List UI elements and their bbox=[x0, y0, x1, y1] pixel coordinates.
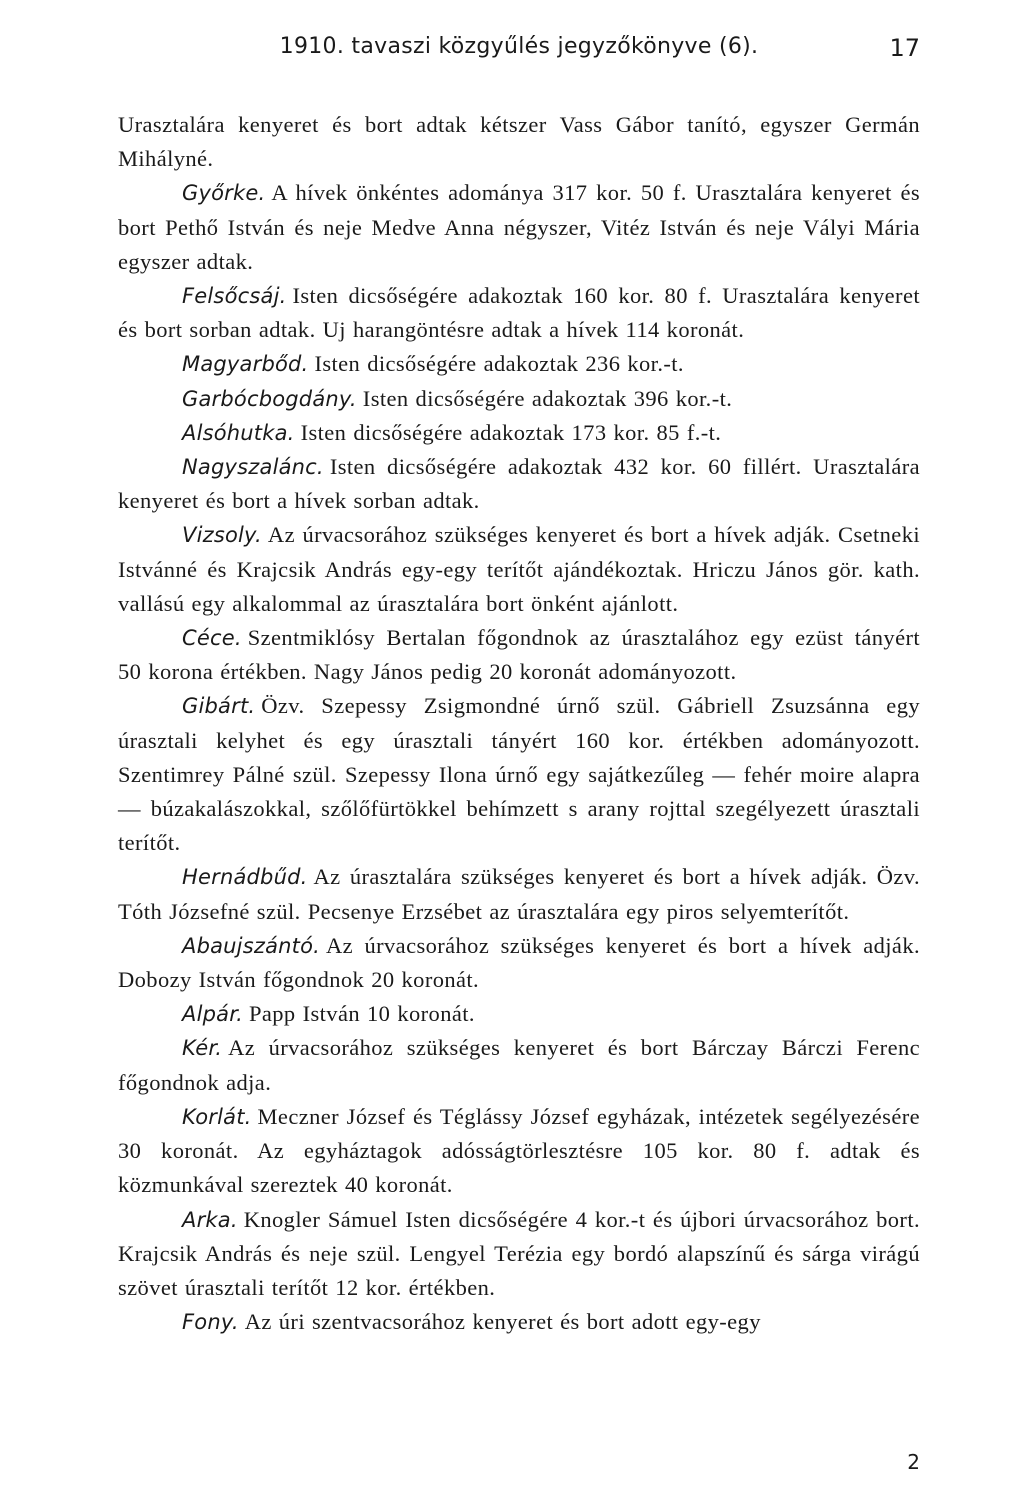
paragraph bbox=[118, 860, 920, 928]
paragraph bbox=[118, 621, 920, 689]
paragraph bbox=[118, 108, 920, 176]
paragraph-text: Szentmiklósy Bertalan főgondnok az úrasztalához egy ezüst tányért 50 korona értékben. Nagy János pedig 20 koronát adományozott. bbox=[118, 625, 920, 685]
paragraph bbox=[118, 382, 920, 416]
paragraph-text: Isten dicsőségére adakoztak 236 kor.-t. bbox=[314, 351, 684, 377]
paragraph bbox=[118, 176, 920, 279]
paragraph bbox=[118, 1100, 920, 1203]
paragraph-text: Papp István 10 koronát. bbox=[248, 1001, 475, 1027]
place-name: Garbócbogdány. bbox=[182, 386, 357, 411]
paragraph-text: Knogler Sámuel Isten dicsőségére 4 kor.-t és újbori úrvacsorához bort. Krajcsik András és neje szül. Lengyel Terézia egy bordó alapszínű és sárga virágú szövet úrasztali terítőt 12 kor. értékben. bbox=[118, 1206, 920, 1300]
paragraph-text: Az úri szentvacsorához kenyeret és bort adott egy-egy bbox=[244, 1309, 761, 1335]
page-header bbox=[118, 34, 920, 74]
place-name: Nagyszalánc. bbox=[182, 455, 324, 480]
paragraph-text: Isten dicsőségére adakoztak 160 kor. 80 f. Urasztalára kenyeret és bort sorban adtak. Uj harangöntésre adtak a hívek 114 koronát. bbox=[118, 283, 920, 343]
running-title: 1910. tavaszi közgyűlés jegyzőkönyve (6). bbox=[279, 34, 759, 59]
place-name: Korlát. bbox=[182, 1104, 252, 1129]
paragraph-text: Meczner József és Téglássy József egyházak, intézetek segélyezésére 30 koronát. Az egyháztagok adósságtörlesztésre 105 kor. 80 f. adtak és közmunkával szereztek 40 koronát. bbox=[118, 1103, 920, 1198]
paragraph bbox=[118, 689, 920, 860]
place-name: Abaujszántó. bbox=[182, 933, 321, 958]
paragraph bbox=[118, 347, 920, 381]
paragraph-text: Isten dicsőségére adakoztak 396 kor.-t. bbox=[362, 385, 733, 411]
place-name: Kér. bbox=[182, 1036, 223, 1061]
place-name: Vizsoly. bbox=[182, 523, 262, 548]
page-number: 17 bbox=[889, 34, 920, 62]
paragraph-text: Az úrvacsorához szükséges kenyeret és bort a hívek adják. Dobozy István főgondnok 20 koronát. bbox=[118, 932, 920, 993]
paragraph-text: Az úrvacsorához szükséges kenyeret és bort a hívek adják. Csetneki Istvánné és Krajcsik András egy-egy terítőt ajándékoztak. Hriczu János gör. kath. vallású egy alkalommal az úrasztalára bort önként ajánlott. bbox=[118, 522, 920, 616]
place-name: Gibárt. bbox=[182, 694, 256, 719]
signature-mark: 2 bbox=[907, 1450, 920, 1474]
paragraph bbox=[118, 929, 920, 997]
place-name: Fony. bbox=[182, 1310, 239, 1335]
paragraph-text: Isten dicsőségére adakoztak 432 kor. 60 fillért. Urasztalára kenyeret és bort a hívek sorban adtak. bbox=[118, 454, 920, 514]
paragraph bbox=[118, 1305, 920, 1339]
place-name: Hernádbűd. bbox=[182, 865, 308, 890]
place-name: Győrke. bbox=[182, 181, 266, 206]
paragraph bbox=[118, 450, 920, 518]
place-name: Alsóhutka. bbox=[182, 420, 295, 445]
place-name: Arka. bbox=[182, 1207, 238, 1232]
place-name: Céce. bbox=[182, 626, 242, 651]
place-name: Alpár. bbox=[182, 1002, 243, 1027]
paragraph-text: A hívek önkéntes adománya 317 kor. 50 f. Urasztalára kenyeret és bort Pethő István és neje Medve Anna négyszer, Vitéz István és neje Vályi Mária egyszer adtak. bbox=[118, 180, 920, 274]
paragraph bbox=[118, 1203, 920, 1306]
paragraph bbox=[118, 1031, 920, 1099]
paragraph-text: Isten dicsőségére adakoztak 173 kor. 85 f.-t. bbox=[300, 419, 722, 445]
paragraph-text: Özv. Szepessy Zsigmondné úrnő szül. Gábriell Zsuzsánna egy úrasztali kelyhet és egy úrasztali tányért 160 kor. értékben adományozott. Szentimrey Pálné szül. Szepessy Ilona úrnő egy sajátkezűleg — fehér moire alapra — búzakalászokkal, szőlőfürtökkel behímzett s arany rojttal szegélyezett úrasztali terítőt. bbox=[118, 693, 920, 856]
paragraph-text: Urasztalára kenyeret és bort adtak kétszer Vass Gábor tanító, egyszer Germán Mihályné. bbox=[118, 112, 920, 172]
paragraph bbox=[118, 416, 920, 450]
paragraph-text: Az úrvacsorához szükséges kenyeret és bort Bárczay Bárczi Ferenc főgondnok adja. bbox=[118, 1035, 920, 1095]
place-name: Magyarbőd. bbox=[182, 352, 309, 377]
body-text bbox=[118, 108, 920, 1339]
paragraph bbox=[118, 518, 920, 621]
paragraph bbox=[118, 279, 920, 347]
place-name: Felsőcsáj. bbox=[182, 284, 287, 309]
paragraph bbox=[118, 997, 920, 1031]
paragraph-text: Az úrasztalára szükséges kenyeret és bort a hívek adják. Özv. Tóth Józsefné szül. Pecsenye Erzsébet az úrasztalára egy piros selyemterítőt. bbox=[118, 864, 920, 924]
